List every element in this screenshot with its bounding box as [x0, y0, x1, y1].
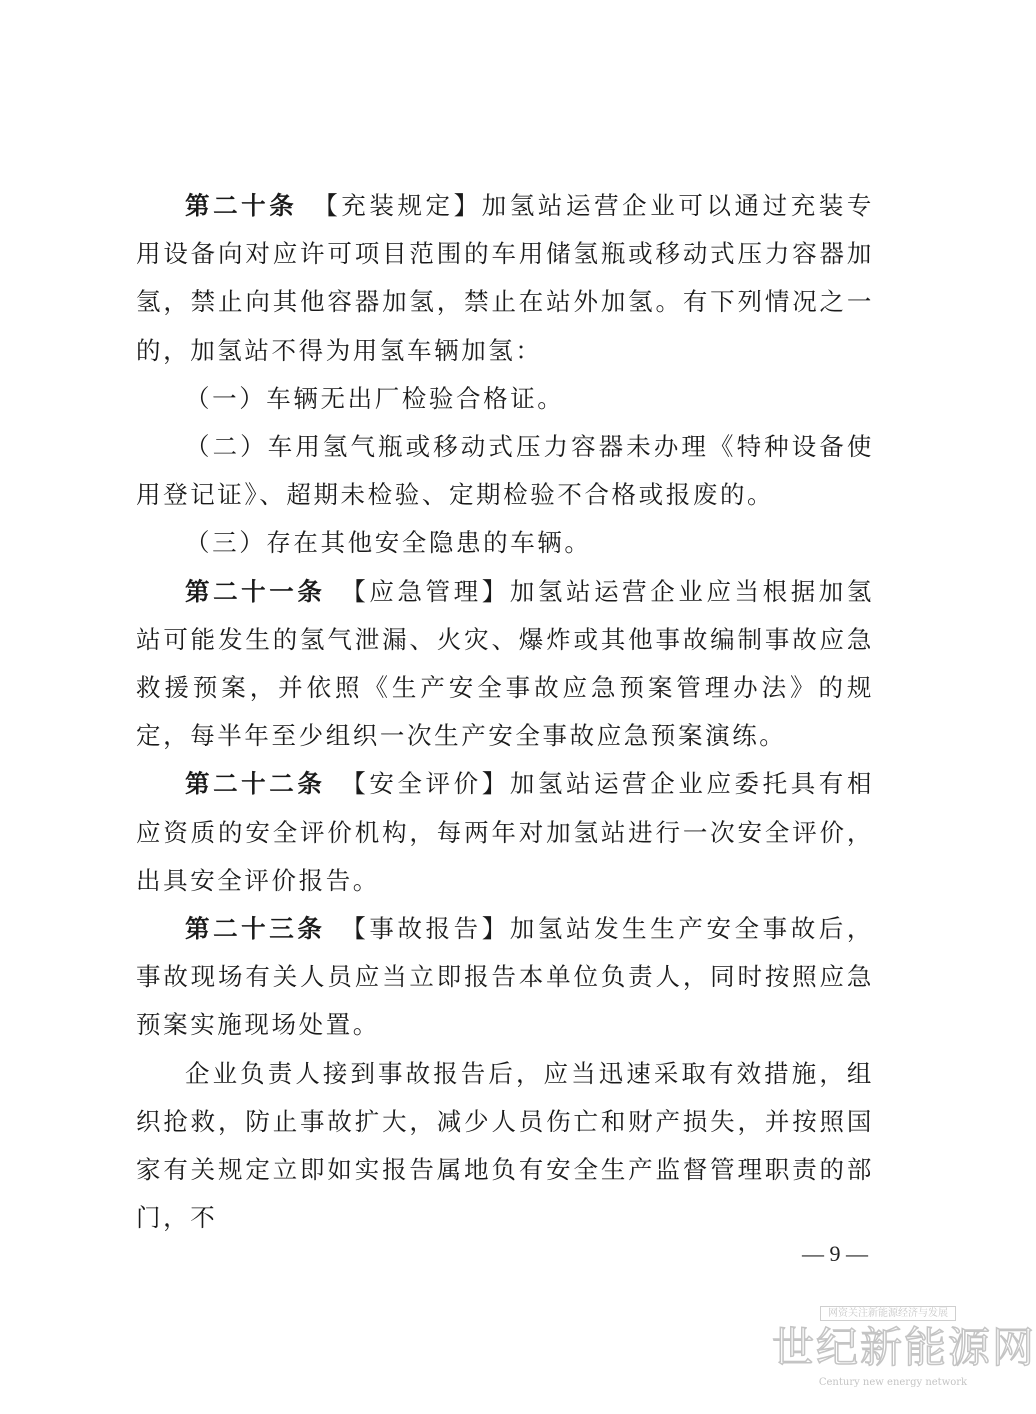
article-21-heading: 第二十一条 — [185, 576, 326, 606]
article-22-paragraph — [136, 760, 874, 905]
article-20-item-1: （一）车辆无出厂检验合格证。 — [185, 383, 565, 413]
watermark-logo-text: 世纪新能源网 — [772, 1323, 1036, 1372]
article-20-heading: 第二十条 — [185, 191, 298, 220]
page-body-text — [136, 182, 874, 1242]
article-23-tag: 【事故报告】 — [353, 914, 510, 944]
article-21-body: 加氢站运营企业应当根据加氢站可能发生的氢气泄漏、火灾、爆炸或其他事故编制事故应急救援预案，并依照《生产安全事故应急预案管理办法》的规定，每半年至少组织一次生产安全事故应急预案演练。 — [136, 576, 874, 751]
article-20-body: 加氢站运营企业可以通过充装专用设备向对应许可项目范围的车用储氢瓶或移动式压力容器加氢，禁止向其他容器加氢，禁止在站外加氢。有下列情况之一的，加氢站不得为用氢车辆加氢： — [136, 191, 874, 365]
article-23-body: 加氢站发生生产安全事故后，事故现场有关人员应当立即报告本单位负责人，同时按照应急预案实施现场处置。 — [136, 914, 874, 1040]
article-23-paragraph-2: 企业负责人接到事故报告后，应当迅速采取有效措施，组织抢救，防止事故扩大，减少人员伤亡和财产损失，并按照国家有关规定立即如实报告属地负有安全生产监督管理职责的部门，不 — [136, 1058, 874, 1233]
article-23-heading: 第二十三条 — [185, 914, 326, 944]
article-22-body: 加氢站运营企业应委托具有相应资质的安全评价机构，每两年对加氢站进行一次安全评价，出具安全评价报告。 — [136, 769, 874, 895]
watermark-box-text: 网资关注新能源经济与发展 — [820, 1306, 956, 1321]
article-20-item-3: （三）存在其他安全隐患的车辆。 — [185, 528, 592, 558]
article-20-paragraph — [136, 182, 874, 375]
article-22-heading: 第二十二条 — [185, 769, 326, 799]
article-23-paragraph — [136, 905, 874, 1050]
watermark-subtitle: Century new energy network — [818, 1377, 968, 1388]
article-22-tag: 【安全评价】 — [353, 769, 510, 799]
article-20-item-2: （二）车用氢气瓶或移动式压力容器未办理《特种设备使用登记证》、超期未检验、定期检验不合格或报废的。 — [136, 432, 874, 510]
article-21-tag: 【应急管理】 — [353, 576, 510, 606]
article-21-paragraph — [136, 568, 874, 761]
article-20-tag: 【充装规定】 — [325, 191, 482, 220]
page-number: — 9 — — [802, 1241, 868, 1266]
